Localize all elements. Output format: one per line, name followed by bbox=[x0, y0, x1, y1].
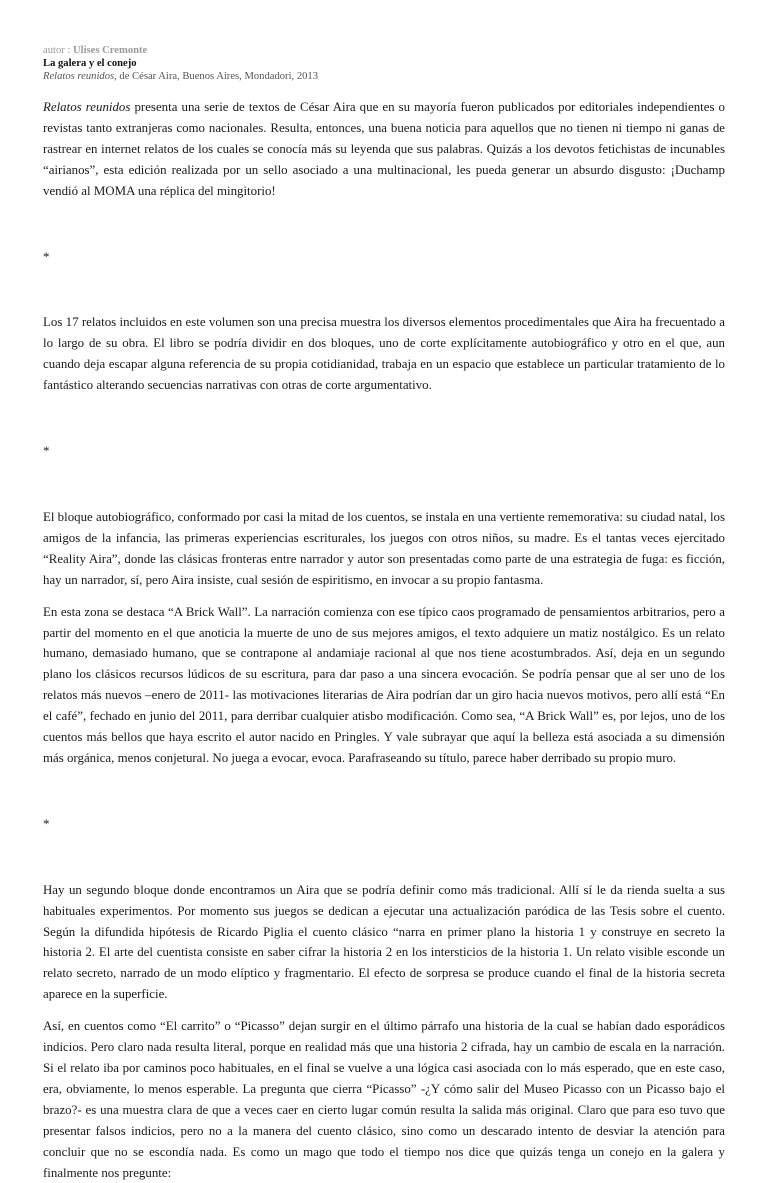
paragraph-4: En esta zona se destaca “A Brick Wall”. La narración comienza con ese típico caos programado de pensamientos arbitrarios, pero a partir del momento en el que anoticia la muerte de uno de sus mejores amigos, el texto adquiere un matiz nostálgico. Es un relato humano, demasiado humano, que se contrapone al andamiaje racional al que nos tiene acostumbrados. Así, deja en un segundo plano los clásicos recursos lúdicos de su escritura, para dar paso a una sincera evocación. Se podría pensar que al ser uno de los relatos más nuevos –enero de 2011- las motivaciones literarias de Aira podrían dar un giro hacia nuevos motivos, pero allí está “En el café”, fechado en junio del 2011, para derribar cualquier atisbo modificación. Como sea, “A Brick Wall” es, por lejos, uno de los cuentos más bellos que haya escrito el autor nacido en Pringles. Y vale subrayar que aquí la belleza está asociada a su dimensión más orgánica, menos conjetural. No juega a evocar, evoca. Parafraseando su título, parece haber derribado su propio muro. bbox=[43, 604, 725, 765]
paragraph-1-text: presenta una serie de textos de César Aira que en su mayoría fueron publicados por editoriales independientes o revistas tanto extranjeras como nacionales. Resulta, entonces, una buena noticia para aquellos que no tienen ni tiempo ni ganas de rastrear en internet relatos de los cuales se conocía más su leyenda que sus palabras. Quizás a los devotos fetichistas de incunables “airianos”, esta edición realizada por un sello asociado a una multinacional, les pueda generar un absurdo disgusto: ¡Duchamp vendió al MOMA una réplica del mingitorio! bbox=[43, 100, 726, 198]
author-name: Ulises Cremonte bbox=[73, 45, 148, 56]
section-separator-2: * bbox=[43, 444, 50, 459]
book-info: , de César Aira, Buenos Aires, Mondadori, 2013 bbox=[114, 71, 319, 82]
section-separator-1: * bbox=[43, 249, 50, 264]
paragraph-5: Hay un segundo bloque donde encontramos un Aira que se podría definir como más tradicional. Allí sí le da rienda suelta a sus habituales experimentos. Por momento sus juegos se dedican a ejecutar una actualización paródica de las Tesis sobre el cuento. Según la difundida hipótesis de Ricardo Piglia el cuento clásico “narra en primer plano la historia 1 y construye en secreto la historia 2. El arte del cuentista consiste en saber cifrar la historia 2 en los intersticios de la historia 1. Un relato visible esconde un relato secreto, narrado de un modo elíptico y fragmentario. El efecto de sorpresa se produce cuando el final de la historia secreta aparece en la superficie. bbox=[43, 882, 725, 1002]
author-label: autor : bbox=[43, 45, 71, 56]
book-reference bbox=[43, 70, 725, 83]
book-title: Relatos reunidos bbox=[43, 71, 115, 82]
author-line bbox=[43, 44, 725, 57]
paragraph-1-book-title: Relatos reunidos bbox=[43, 100, 131, 114]
article-title: La galera y el conejo bbox=[43, 58, 137, 69]
paragraph-2: Los 17 relatos incluidos en este volumen son una precisa muestra los diversos elementos procedimentales que Aira ha frecuentado a lo largo de su obra. El libro se podría dividir en dos bloques, uno de corte explícitamente autobiográfico y otro en el que, aun cuando deja escapar alguna referencia de su propia cotidianidad, trabaja en un espacio que establece un particular tratamiento de lo fantástico alterando secuencias narrativas con otras de corte argumentativo. bbox=[43, 315, 725, 393]
paragraph-3: El bloque autobiográfico, conformado por casi la mitad de los cuentos, se instala en una vertiente rememorativa: su ciudad natal, los amigos de la infancia, las primeras experiencias escriturales, los juegos con otros niños, su madre. Es el tantas veces ejercitado “Reality Aira”, donde las clásicas fronteras entre narrador y autor son presentadas como parte de una estrategia de fuga: es ficción, hay un narrador, sí, pero Aira insiste, cual sesión de espiritismo, en invocar a su propio fantasma. bbox=[43, 509, 725, 587]
section-separator-3: * bbox=[43, 816, 50, 831]
article-header bbox=[43, 44, 725, 83]
paragraph-6: Así, en cuentos como “El carrito” o “Picasso” dejan surgir en el último párrafo una historia de la cual se habían dado esporádicos indicios. Pero claro nada resulta literal, porque en realidad más que una historia 2 cifrada, hay un cambio de escala en la narración. Si el relato iba por caminos poco habituales, en el final se vuelve a una lógica casi asociada con lo más esperado, que en este caso, era, obviamente, lo menos esperable. La pregunta que cierra “Picasso” -¿Y cómo salir del Museo Picasso con un Picasso bajo el brazo?- es una muestra clara de que a veces caer en cierto lugar común resulta la salida más original. Claro que para eso tuvo que presentar falsos indicios, pero no a la manera del cuento clásico, sino como un descarado intento de desviar la atención para concluir que no se escondía nada. Es como un mago que todo el tiempo nos dice que quizás tenga un conejo en la galera y finalmente nos pregunte: bbox=[43, 1019, 725, 1180]
article-body bbox=[43, 97, 725, 1183]
paragraph-1 bbox=[43, 97, 725, 202]
